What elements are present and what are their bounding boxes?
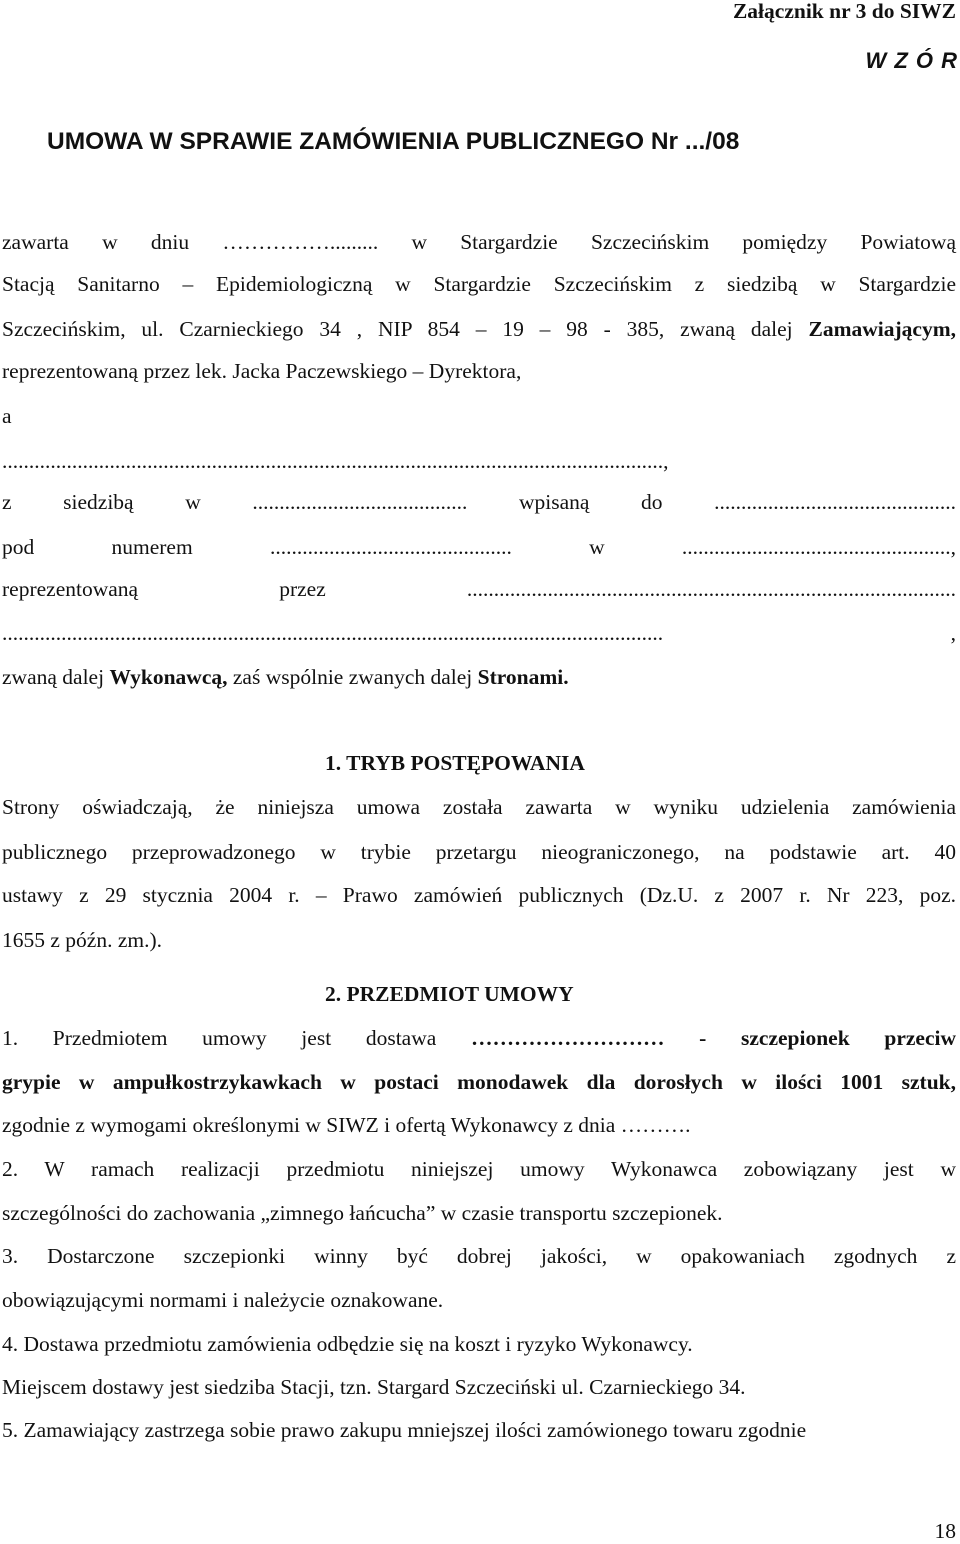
section-2-p1-line-1-b: ……………………… - szczepionek przeciw xyxy=(470,1026,956,1050)
section-1-heading: 1. TRYB POSTĘPOWANIA xyxy=(325,751,585,775)
page-number: 18 xyxy=(934,1519,956,1543)
parties-term: Stronami. xyxy=(477,665,569,689)
contract-title: UMOWA W SPRAWIE ZAMÓWIENIA PUBLICZNEGO Nr .../08 xyxy=(47,128,740,155)
section-1-line-4: 1655 z późn. zm.). xyxy=(2,928,163,952)
section-2-p1-line-3: zgodnie z wymogami określonymi w SIWZ i ofertą Wykonawcy z dnia ………. xyxy=(2,1113,691,1137)
section-2-p1-line-1 xyxy=(2,1025,956,1051)
parties-line-3 xyxy=(2,316,956,342)
parties-line-1: zawarta w dniu ……………......... w Stargardzie Szczecińskim pomiędzy Powiatową xyxy=(2,230,956,254)
parties-line-4: reprezentowaną przez lek. Jacka Paczewskiego – Dyrektora, xyxy=(2,359,522,383)
section-1-line-1: Strony oświadczają, że niniejsza umowa została zawarta w wyniku udzielenia zamówienia xyxy=(2,795,956,819)
section-2-p2-line-2: szczególności do zachowania „zimnego łańcucha” w czasie transportu szczepionek. xyxy=(2,1201,723,1225)
parties-line-6: ..........................................................................................................................., xyxy=(2,449,669,473)
section-2-p1-line-1-a: 1. Przedmiotem umowy jest dostawa xyxy=(2,1026,471,1050)
section-2-heading: 2. PRZEDMIOT UMOWY xyxy=(325,982,574,1006)
section-1-line-2: publicznego przeprowadzonego w trybie przetargu nieograniczonego, na podstawie art. 40 xyxy=(2,840,956,864)
section-2-p3-line-2: obowiązującymi normami i należycie oznakowane. xyxy=(2,1288,444,1312)
section-2-p4-line-1: 4. Dostawa przedmiotu zamówienia odbędzie się na koszt i ryzyko Wykonawcy. xyxy=(2,1332,693,1356)
parties-line-11-c: zaś wspólnie zwanych dalej xyxy=(227,665,478,689)
parties-line-9: reprezentowaną przez ........................................................................................... xyxy=(2,577,956,601)
section-2-p1-line-2: grypie w ampułkostrzykawkach w postaci monodawek dla dorosłych w ilości 1001 sztuk, xyxy=(2,1070,956,1094)
parties-line-8: pod numerem ............................................. w .................................................., xyxy=(2,535,956,559)
parties-line-10: ........................................................................................................................... , xyxy=(2,621,956,645)
parties-line-11-a: zwaną dalej xyxy=(2,665,110,689)
contractor-term: Wykonawcą, xyxy=(109,665,228,689)
parties-line-3-text: Szczecińskim, ul. Czarnieckiego 34 , NIP 854 – 19 – 98 - 385, zwaną dalej xyxy=(2,317,809,341)
annex-label: Załącznik nr 3 do SIWZ xyxy=(732,0,956,23)
section-2-p3-line-1: 3. Dostarczone szczepionki winny być dobrej jakości, w opakowaniach zgodnych z xyxy=(2,1244,956,1268)
section-2-p5-line-1: 5. Zamawiający zastrzega sobie prawo zakupu mniejszej ilości zamówionego towaru zgodnie xyxy=(2,1418,807,1442)
parties-line-7: z siedzibą w ........................................ wpisaną do ............................................. xyxy=(2,490,956,514)
section-2-p2-line-1: 2. W ramach realizacji przedmiotu niniejszej umowy Wykonawca zobowiązany jest w xyxy=(2,1157,956,1181)
parties-line-5: a xyxy=(2,404,12,428)
parties-line-2: Stacją Sanitarno – Epidemiologiczną w Stargardzie Szczecińskim z siedzibą w Stargardzie xyxy=(2,272,956,296)
section-1-line-3: ustawy z 29 stycznia 2004 r. – Prawo zamówień publicznych (Dz.U. z 2007 r. Nr 223, poz. xyxy=(2,883,956,907)
template-label: W Z Ó R xyxy=(865,48,958,73)
section-2-p4-line-2: Miejscem dostawy jest siedziba Stacji, tzn. Stargard Szczeciński ul. Czarnieckiego 34. xyxy=(2,1375,746,1399)
ordering-party-term: Zamawiającym, xyxy=(808,317,956,341)
parties-line-11 xyxy=(2,664,956,690)
